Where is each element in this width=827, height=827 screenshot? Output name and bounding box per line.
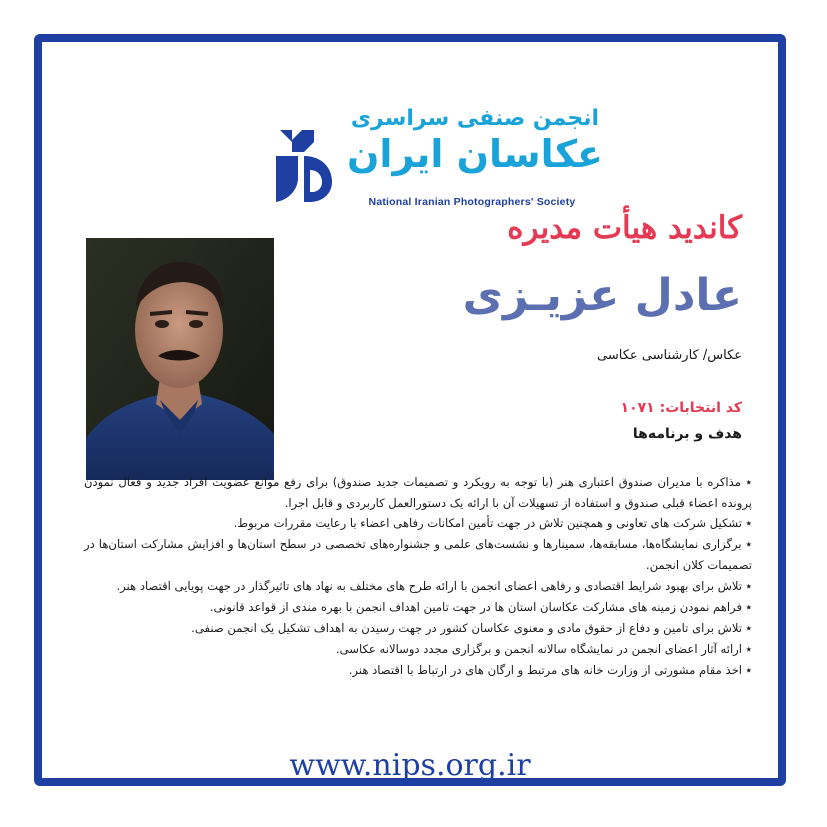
society-logo xyxy=(270,92,610,222)
goal-item: ٭ اخذ مقام مشورتی از وزارت خانه های مرتبط و ارگان های در ارتباط با اقتصاد هنر. xyxy=(348,663,752,677)
poster-content xyxy=(42,42,778,783)
candidate-profession: عکاس/ کارشناسی عکاسی xyxy=(597,348,742,363)
goal-item: ٭ ارائه آثار اعضای انجمن در نمایشگاه سالانه انجمن و برگزاری مجدد دوسالانه عکاسی. xyxy=(335,642,752,656)
candidate-name: عادل عزیـزی xyxy=(462,270,742,321)
candidate-photo xyxy=(86,238,274,480)
candidate-title: کاندید هیأت مدیره xyxy=(507,210,742,246)
goals-title: هدف و برنامه‌ها xyxy=(632,426,742,442)
portrait-image xyxy=(86,238,274,480)
logo-persian-line1: انجمن صنفی سراسری xyxy=(350,106,600,131)
goal-item: ٭ فراهم نمودن زمینه های مشارکت عکاسان استان ها در جهت تامین اهداف انجمن با بهره مندی از قواعد قانونی. xyxy=(209,600,752,614)
goal-item: ٭ تشکیل شرکت های تعاونی و همچنین تلاش در جهت تأمین امکانات رفاهی اعضاء با رعایت مقررات مربوط. xyxy=(233,516,752,530)
poster-frame xyxy=(34,34,786,786)
logo-mark-icon xyxy=(270,126,336,206)
goal-item: ٭ تلاش برای بهبود شرایط اقتصادی و رفاهی اعضای انجمن با ارائه طرح های مختلف به نهاد های تاثیرگذار در جهت پویایی اقتصاد هنر. xyxy=(116,579,752,593)
logo-english-name: National Iranian Photographers' Society xyxy=(368,196,576,208)
election-code: کد انتخابات: ۱۰۷۱ xyxy=(620,400,742,416)
logo-persian-line2: عکاسان ایران xyxy=(346,132,604,176)
goals-list xyxy=(84,472,752,681)
goal-item: ٭ تلاش برای تامین و دفاع از حقوق مادی و معنوی عکاسان کشور در جهت رسیدن به اهداف تشکیل یک انجمن صنفی. xyxy=(191,621,752,635)
goal-item: ٭ مذاکره با مدیران صندوق اعتباری هنر (با توجه به رویکرد و تصمیمات جدید صندوق) برای رفع موانع عضویت افراد جدید و فعال نمودن پرونده اعضاء قبلی صندوق و استفاده از تسهیلات آن با ارائه یک دستورالعمل کاربردی و قابل اجرا. xyxy=(84,475,752,510)
website-link[interactable]: www.nips.org.ir xyxy=(289,748,531,783)
goal-item: ٭ برگزاری نمایشگاه‌ها، مسابقه‌ها، سمینارها و نشست‌های علمی و جشنواره‌های تخصصی در سطح استان‌ها و افزایش مشارکت استان‌ها در تصمیمات کلان انجمن. xyxy=(84,537,752,572)
